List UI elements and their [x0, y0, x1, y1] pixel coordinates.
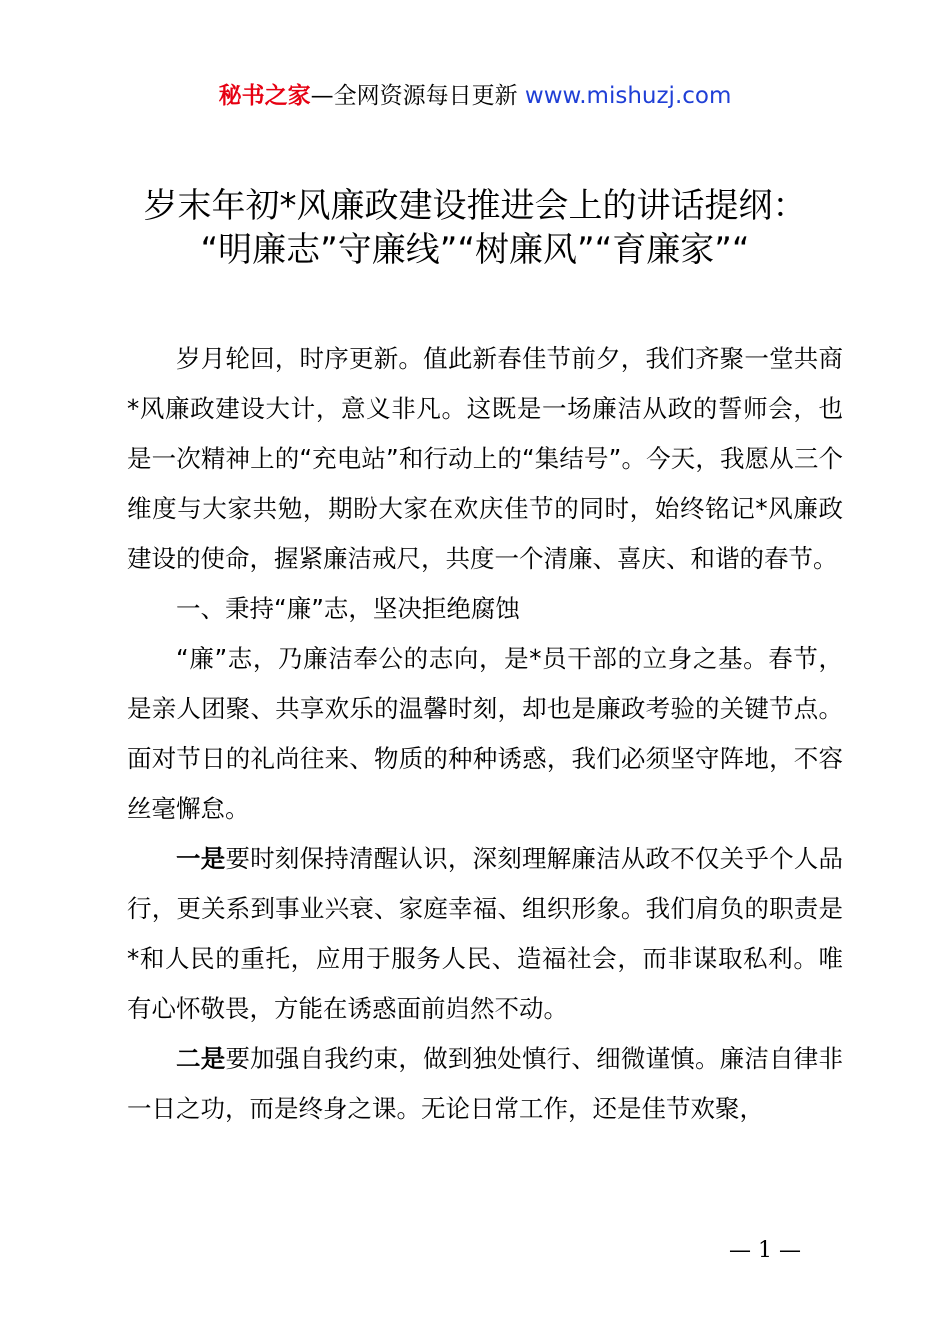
title-line-1: 岁末年初*风廉政建设推进会上的讲话提纲： — [143, 186, 807, 226]
document-title — [0, 184, 950, 272]
point-2-text: 要加强自我约束，做到独处慎行、细微谨慎。廉洁自律非一日之功，而是终身之课。无论日常工作，还是佳节欢聚， — [127, 1044, 844, 1123]
title-line-2: “明廉志”守廉线”“树廉风”“育廉家”“ — [200, 230, 750, 270]
site-url-link[interactable]: www.mishuzj.com — [524, 83, 732, 109]
page-number: — 1 — — [729, 1238, 801, 1263]
paragraph-intro: 岁月轮回，时序更新。值此新春佳节前夕，我们齐聚一堂共商*风廉政建设大计，意义非凡。这既是一场廉洁从政的誓师会，也是一次精神上的“充电站”和行动上的“集结号”。今天，我愿从三个维度与大家共勉，期盼大家在欢庆佳节的同时，始终铭记*风廉政建设的使命，握紧廉洁戒尺，共度一个清廉、喜庆、和谐的春节。 — [127, 344, 843, 573]
point-1-lead: 一是 — [176, 844, 226, 873]
paragraph-point-1 — [127, 834, 843, 1034]
point-1-text: 要时刻保持清醒认识，深刻理解廉洁从政不仅关乎个人品行，更关系到事业兴衰、家庭幸福、组织形象。我们肩负的职责是*和人民的重托，应用于服务人民、造福社会，而非谋取私利。唯有心怀敬畏，方能在诱惑面前岿然不动。 — [127, 844, 844, 1023]
document-body — [127, 334, 843, 1134]
section-heading-1: 一、秉持“廉”志，坚决拒绝腐蚀 — [176, 594, 520, 623]
header-tagline: —全网资源每日更新 — [310, 83, 525, 109]
site-header — [0, 81, 950, 111]
paragraph-lian-zhi: “廉”志，乃廉洁奉公的志向，是*员干部的立身之基。春节，是亲人团聚、共享欢乐的温馨时刻，却也是廉政考验的关键节点。面对节日的礼尚往来、物质的种种诱惑，我们必须坚守阵地，不容丝毫懈怠。 — [127, 644, 843, 823]
paragraph-point-2 — [127, 1034, 843, 1134]
point-2-lead: 二是 — [176, 1044, 226, 1073]
brand-name: 秘书之家 — [218, 83, 311, 109]
